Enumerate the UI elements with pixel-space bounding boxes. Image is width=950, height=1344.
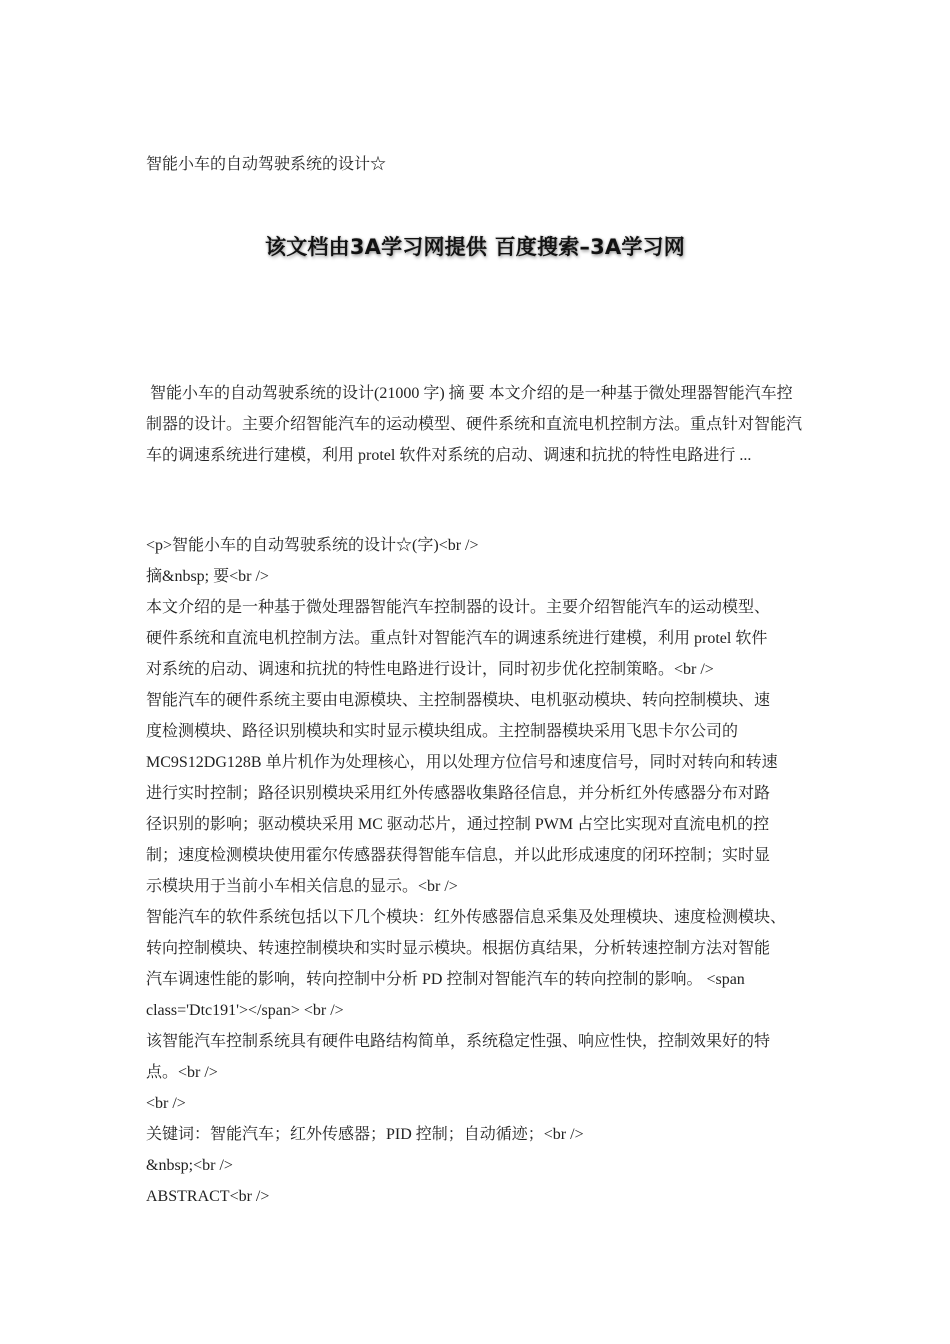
document-title: 智能小车的自动驾驶系统的设计☆: [146, 156, 387, 173]
body-line: 点。<br />: [146, 1064, 218, 1081]
source-banner: 该文档由3A学习网提供 百度搜索–3A学习网: [265, 235, 685, 259]
body-line: ABSTRACT<br />: [146, 1188, 270, 1205]
body-line: 本文介绍的是一种基于微处理器智能汽车控制器的设计。主要介绍智能汽车的运动模型、: [146, 599, 771, 616]
body-line: 汽车调速性能的影响，转向控制中分析 PD 控制对智能汽车的转向控制的影响。 <span: [146, 971, 745, 988]
body-line: 进行实时控制；路径识别模块采用红外传感器收集路径信息，并分析红外传感器分布对路: [146, 785, 771, 802]
body-line: 智能汽车的硬件系统主要由电源模块、主控制器模块、电机驱动模块、转向控制模块、速: [146, 692, 771, 709]
body-line: 示模块用于当前小车相关信息的显示。<br />: [146, 878, 458, 895]
body-line: 关键词：智能汽车；红外传感器；PID 控制；自动循迹；<br />: [146, 1126, 584, 1143]
body-line: 度检测模块、路径识别模块和实时显示模块组成。主控制器模块采用飞思卡尔公司的: [146, 723, 739, 740]
body-line: 对系统的启动、调速和抗扰的特性电路进行设计，同时初步优化控制策略。<br />: [146, 661, 714, 678]
body-line: 制；速度检测模块使用霍尔传感器获得智能车信息，并以此形成速度的闭环控制；实时显: [146, 847, 771, 864]
body-line: 径识别的影响；驱动模块采用 MC 驱动芯片，通过控制 PWM 占空比实现对直流电机的控: [146, 816, 770, 833]
body-line: MC9S12DG128B 单片机作为处理核心，用以处理方位信号和速度信号，同时对转向和转速: [146, 754, 778, 771]
body-line: 硬件系统和直流电机控制方法。重点针对智能汽车的调速系统进行建模，利用 protel 软件: [146, 630, 768, 647]
body-line: 该智能汽车控制系统具有硬件电路结构简单，系统稳定性强、响应性快，控制效果好的特: [146, 1033, 771, 1050]
body-line: <p>智能小车的自动驾驶系统的设计☆(字)<br />: [146, 537, 479, 554]
body-line: 转向控制模块、转速控制模块和实时显示模块。根据仿真结果，分析转速控制方法对智能: [146, 940, 771, 957]
body-line: <br />: [146, 1095, 186, 1112]
body-line: class='Dtc191'></span> <br />: [146, 1002, 344, 1019]
document-body: [146, 530, 810, 1212]
body-line: &nbsp;<br />: [146, 1157, 233, 1174]
summary-paragraph: 智能小车的自动驾驶系统的设计(21000 字) 摘 要 本文介绍的是一种基于微处理器智能汽车控制器的设计。主要介绍智能汽车的运动模型、硬件系统和直流电机控制方法。重点针对智能汽车的调速系统进行建模，利用 protel 软件对系统的启动、调速和抗扰的特性电路进行 ...: [146, 385, 803, 464]
body-line: 摘&nbsp; 要<br />: [146, 568, 269, 585]
body-line: 智能汽车的软件系统包括以下几个模块：红外传感器信息采集及处理模块、速度检测模块、: [146, 909, 787, 926]
